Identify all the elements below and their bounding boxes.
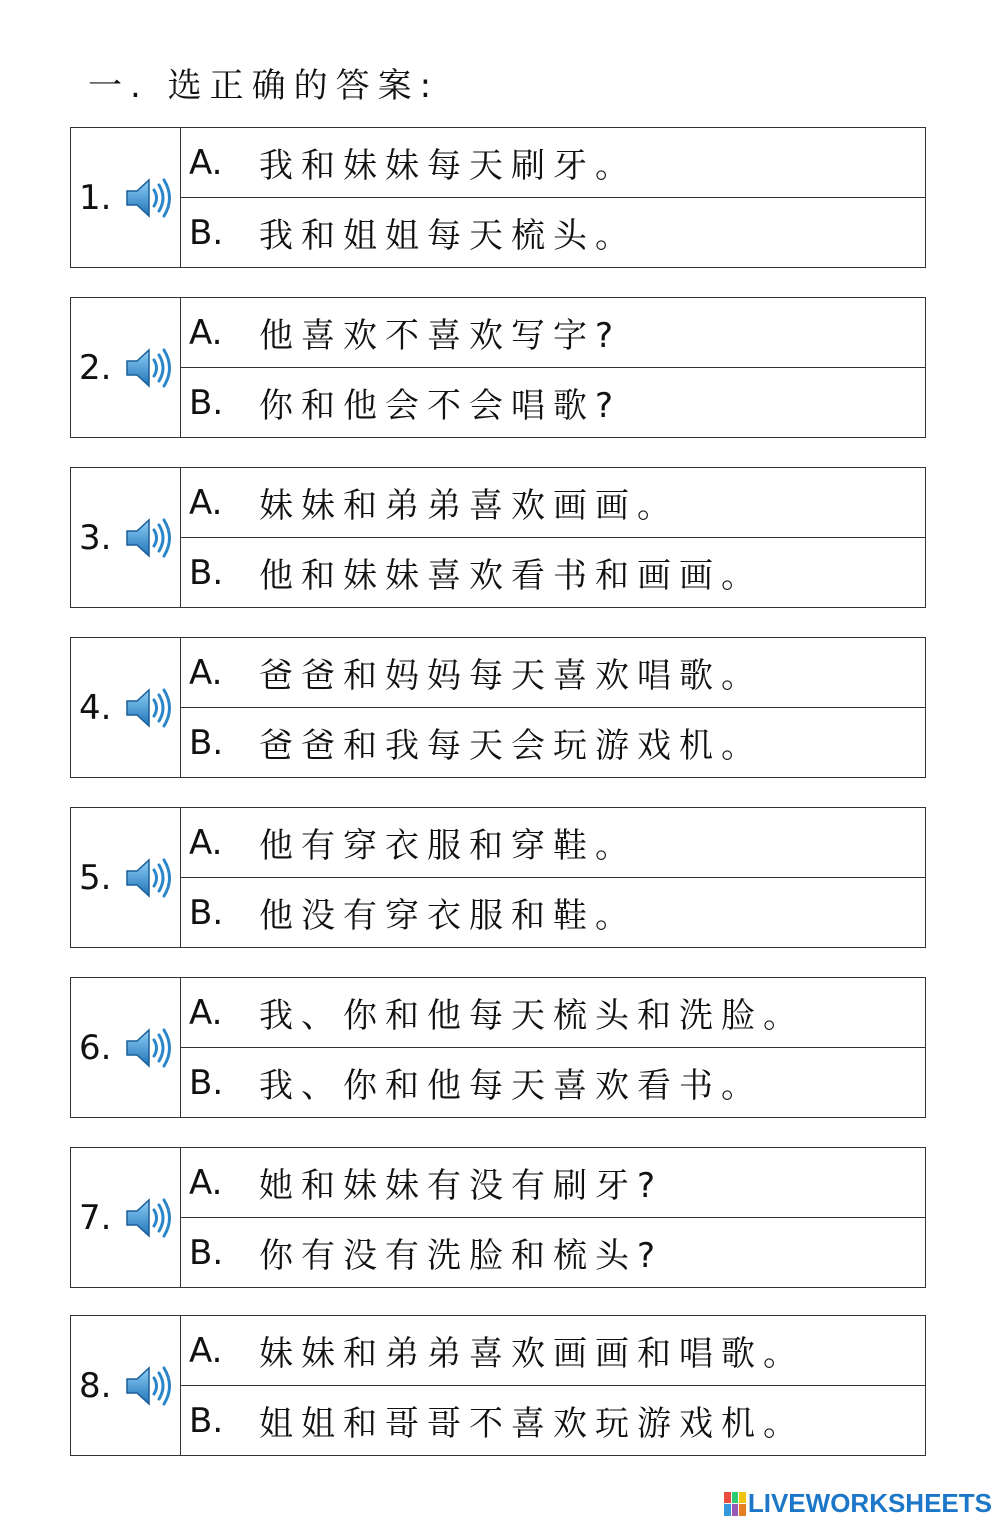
question-number: 1.	[79, 177, 112, 218]
option-letter: B.	[189, 212, 224, 253]
option-a[interactable]	[181, 468, 925, 537]
option-letter: B.	[189, 552, 224, 593]
question-8	[70, 1315, 926, 1456]
question-number: 8.	[79, 1365, 112, 1406]
options	[181, 298, 925, 437]
question-3	[70, 467, 926, 608]
question-number-cell	[71, 638, 181, 777]
option-text: 妹妹和弟弟喜欢画画和唱歌。	[259, 1334, 805, 1374]
speaker-volume-icon[interactable]	[123, 1023, 173, 1073]
option-letter: A.	[189, 1162, 223, 1203]
options	[181, 1316, 925, 1455]
speaker-volume-icon[interactable]	[123, 173, 173, 223]
option-text: 爸爸和妈妈每天喜欢唱歌。	[259, 656, 763, 696]
option-letter: A.	[189, 142, 223, 183]
question-number-cell	[71, 1316, 181, 1455]
option-b[interactable]	[181, 1385, 925, 1455]
option-text: 他没有穿衣服和鞋。	[259, 896, 637, 936]
question-number: 3.	[79, 517, 112, 558]
option-a[interactable]	[181, 298, 925, 367]
option-letter: B.	[189, 1232, 224, 1273]
option-letter: B.	[189, 1062, 224, 1103]
speaker-volume-icon[interactable]	[123, 853, 173, 903]
question-number-cell	[71, 298, 181, 437]
option-text: 她和妹妹有没有刷牙?	[259, 1166, 664, 1206]
option-text: 你和他会不会唱歌?	[259, 386, 622, 426]
option-b[interactable]	[181, 197, 925, 267]
speaker-volume-icon[interactable]	[123, 343, 173, 393]
option-text: 我、你和他每天喜欢看书。	[259, 1066, 763, 1106]
option-text: 你有没有洗脸和梳头?	[259, 1236, 664, 1276]
question-7	[70, 1147, 926, 1288]
option-text: 他和妹妹喜欢看书和画画。	[259, 556, 763, 596]
option-b[interactable]	[181, 1217, 925, 1287]
liveworksheets-logo-icon	[724, 1492, 746, 1516]
option-letter: A.	[189, 652, 223, 693]
question-number-cell	[71, 978, 181, 1117]
option-text: 我、你和他每天梳头和洗脸。	[259, 996, 805, 1036]
options	[181, 1148, 925, 1287]
option-letter: B.	[189, 1400, 224, 1441]
option-letter: A.	[189, 992, 223, 1033]
option-letter: A.	[189, 822, 223, 863]
speaker-volume-icon[interactable]	[123, 513, 173, 563]
option-text: 他有穿衣服和穿鞋。	[259, 826, 637, 866]
options	[181, 808, 925, 947]
option-letter: A.	[189, 1330, 223, 1371]
option-a[interactable]	[181, 808, 925, 877]
question-number: 5.	[79, 857, 112, 898]
question-1	[70, 127, 926, 268]
option-a[interactable]	[181, 978, 925, 1047]
question-5	[70, 807, 926, 948]
option-b[interactable]	[181, 1047, 925, 1117]
option-b[interactable]	[181, 877, 925, 947]
option-a[interactable]	[181, 1148, 925, 1217]
speaker-volume-icon[interactable]	[123, 683, 173, 733]
liveworksheets-logo[interactable]	[724, 1488, 992, 1519]
speaker-volume-icon[interactable]	[123, 1193, 173, 1243]
option-letter: B.	[189, 382, 224, 423]
question-number: 6.	[79, 1027, 112, 1068]
option-text: 姐姐和哥哥不喜欢玩游戏机。	[259, 1404, 805, 1444]
option-a[interactable]	[181, 638, 925, 707]
option-letter: B.	[189, 892, 224, 933]
speaker-volume-icon[interactable]	[123, 1361, 173, 1411]
question-4	[70, 637, 926, 778]
option-text: 我和姐姐每天梳头。	[259, 216, 637, 256]
options	[181, 978, 925, 1117]
option-text: 爸爸和我每天会玩游戏机。	[259, 726, 763, 766]
question-number-cell	[71, 1148, 181, 1287]
question-number-cell	[71, 468, 181, 607]
question-number: 7.	[79, 1197, 112, 1238]
options	[181, 468, 925, 607]
option-letter: A.	[189, 482, 223, 523]
section-heading: 一. 选正确的答案:	[88, 66, 440, 106]
question-number: 2.	[79, 347, 112, 388]
option-b[interactable]	[181, 537, 925, 607]
question-number-cell	[71, 808, 181, 947]
option-a[interactable]	[181, 1316, 925, 1385]
option-text: 我和妹妹每天刷牙。	[259, 146, 637, 186]
option-b[interactable]	[181, 367, 925, 437]
question-number-cell	[71, 128, 181, 267]
option-letter: A.	[189, 312, 223, 353]
brand-name: LIVEWORKSHEETS	[747, 1488, 992, 1518]
options	[181, 638, 925, 777]
options	[181, 128, 925, 267]
option-text: 他喜欢不喜欢写字?	[259, 316, 622, 356]
question-number: 4.	[79, 687, 112, 728]
question-2	[70, 297, 926, 438]
option-letter: B.	[189, 722, 224, 763]
option-a[interactable]	[181, 128, 925, 197]
option-text: 妹妹和弟弟喜欢画画。	[259, 486, 679, 526]
question-6	[70, 977, 926, 1118]
option-b[interactable]	[181, 707, 925, 777]
